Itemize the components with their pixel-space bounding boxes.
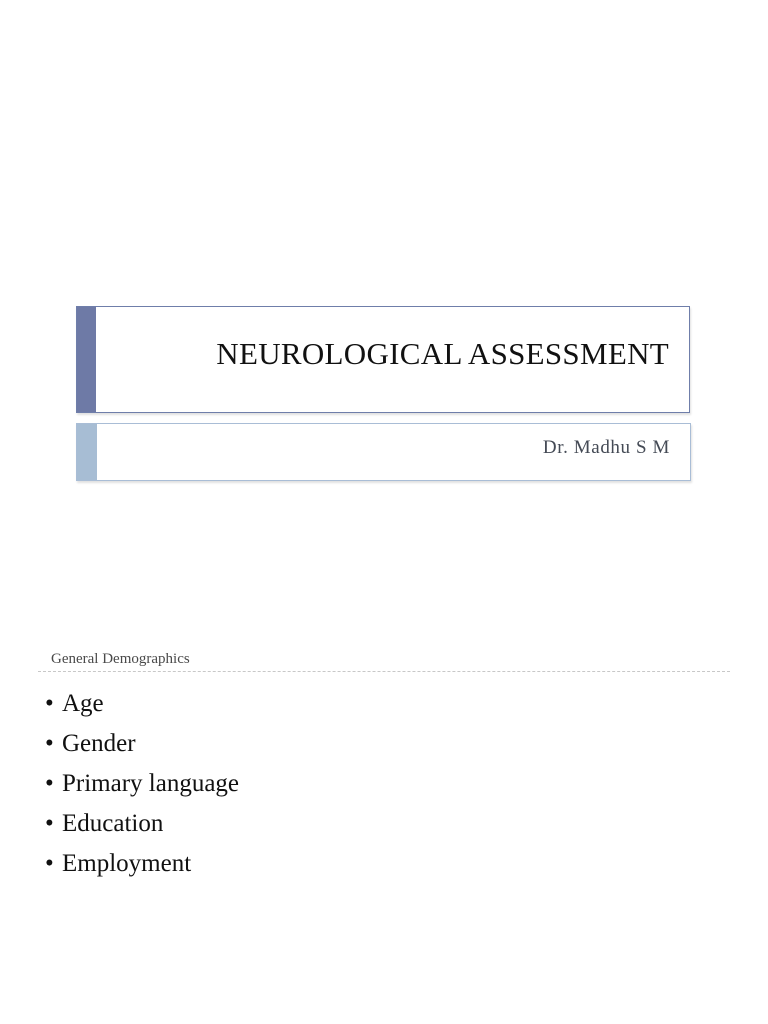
section-heading: General Demographics — [51, 651, 190, 667]
list-item — [45, 764, 239, 804]
bullet-icon: • — [45, 770, 54, 797]
list-item — [45, 684, 239, 724]
list-item — [45, 804, 239, 844]
bullet-icon: • — [45, 730, 54, 757]
subtitle-accent-bar — [77, 424, 97, 480]
bullet-icon: • — [45, 850, 54, 877]
slide-subtitle: Dr. Madhu S M — [542, 437, 670, 458]
list-item-label: Age — [62, 690, 104, 717]
list-item-label: Primary language — [62, 770, 240, 797]
section-divider — [38, 671, 730, 672]
title-box — [76, 306, 690, 413]
bullet-list — [45, 684, 239, 884]
bullet-icon: • — [45, 690, 54, 717]
title-accent-bar — [77, 307, 96, 412]
subtitle-box — [76, 423, 691, 481]
slide-title: NEUROLOGICAL ASSESSMENT — [216, 336, 669, 371]
list-item-label: Education — [62, 810, 164, 837]
list-item-label: Employment — [62, 850, 192, 877]
list-item — [45, 724, 239, 764]
list-item — [45, 844, 239, 884]
list-item-label: Gender — [62, 730, 136, 757]
bullet-icon: • — [45, 810, 54, 837]
